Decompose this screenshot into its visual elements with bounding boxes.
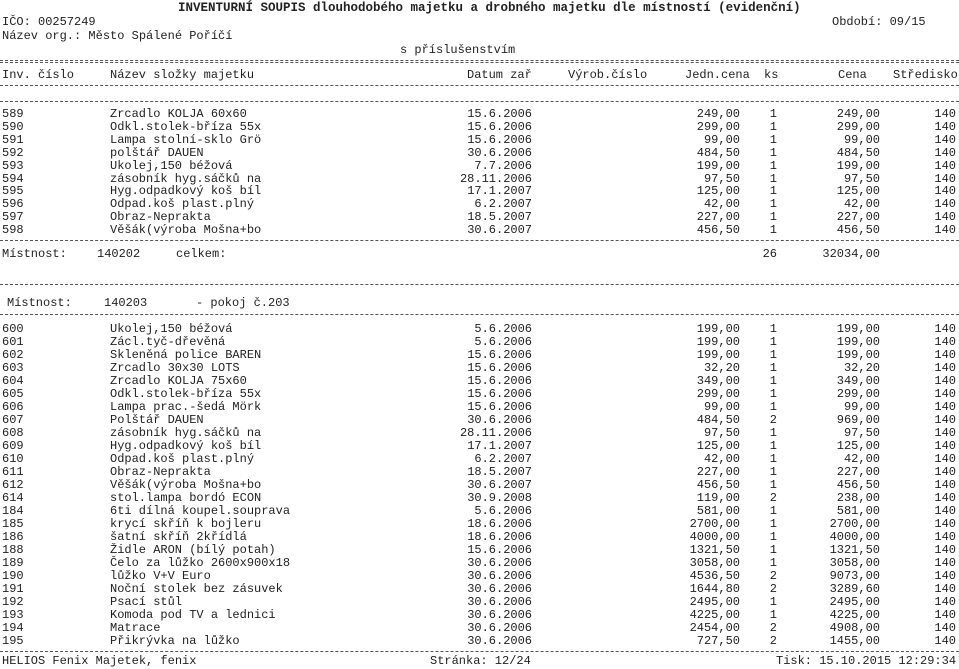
cell-qty: 1 — [769, 608, 777, 622]
cell-inv: 600 — [2, 322, 24, 336]
col-price: Cena — [838, 68, 867, 82]
cell-date: 30.6.2006 — [467, 145, 532, 160]
summary-label: Místnost: — [2, 247, 67, 261]
cell-unit-price: 32,20 — [703, 361, 740, 375]
cell-date: 15.6.2006 — [467, 107, 532, 121]
cell-qty: 1 — [769, 223, 777, 238]
cell-name: lůžko V+V Euro — [110, 569, 211, 583]
cell-inv: 609 — [2, 439, 24, 453]
cell-inv: 594 — [2, 171, 24, 186]
room-desc: - pokoj č.203 — [196, 296, 290, 310]
cell-center: 140 — [934, 387, 956, 401]
cell-name: Obraz-Neprakta — [110, 465, 211, 479]
cell-price: 125,00 — [836, 439, 880, 453]
cell-name: Odkl.stolek-bříza 55x — [110, 387, 262, 401]
cell-inv: 605 — [2, 387, 24, 401]
cell-date: 5.6.2006 — [474, 335, 532, 349]
cell-qty: 1 — [769, 556, 777, 570]
cell-name: Čelo za lůžko 2600x900x18 — [110, 556, 291, 570]
cell-qty: 2 — [769, 582, 777, 596]
cell-inv: 603 — [2, 361, 24, 375]
cell-unit-price: 199,00 — [696, 158, 740, 173]
cell-date: 30.6.2006 — [467, 556, 532, 570]
cell-center: 140 — [934, 400, 956, 414]
cell-unit-price: 227,00 — [696, 210, 740, 225]
cell-name: Noční stolek bez zásuvek — [110, 582, 283, 596]
cell-unit-price: 484,50 — [696, 145, 740, 160]
cell-qty: 1 — [769, 184, 777, 199]
cell-qty: 1 — [769, 530, 777, 544]
cell-date: 30.6.2007 — [467, 223, 532, 238]
cell-unit-price: 1644,80 — [689, 582, 740, 596]
cell-center: 140 — [934, 478, 956, 492]
cell-date: 15.6.2006 — [467, 119, 532, 134]
col-qty: ks — [764, 68, 779, 82]
cell-date: 15.6.2006 — [467, 387, 532, 401]
cell-date: 18.5.2007 — [467, 210, 532, 225]
cell-date: 30.6.2006 — [467, 634, 532, 648]
cell-qty: 2 — [769, 491, 777, 505]
col-date: Datum zař — [467, 68, 532, 82]
cell-unit-price: 42,00 — [703, 197, 740, 212]
table-row — [0, 134, 959, 147]
cell-qty: 1 — [769, 132, 777, 147]
cell-date: 18.6.2006 — [467, 517, 532, 531]
cell-inv: 185 — [2, 517, 24, 531]
cell-unit-price: 4000,00 — [689, 530, 740, 544]
cell-center: 140 — [934, 634, 956, 648]
cell-price: 125,00 — [836, 184, 880, 199]
cell-price: 299,00 — [836, 119, 880, 134]
cell-center: 140 — [934, 465, 956, 479]
cell-center: 140 — [934, 595, 956, 609]
cell-unit-price: 2454,00 — [689, 621, 740, 635]
cell-name: Komoda pod TV a lednici — [110, 608, 276, 622]
cell-price: 238,00 — [836, 491, 880, 505]
cell-unit-price: 42,00 — [703, 452, 740, 466]
cell-price: 9073,00 — [829, 569, 880, 583]
cell-name: Lampa stolní-sklo Grö — [110, 132, 262, 147]
cell-qty: 1 — [769, 119, 777, 134]
cell-inv: 612 — [2, 478, 24, 492]
cell-center: 140 — [934, 158, 956, 173]
cell-unit-price: 2495,00 — [689, 595, 740, 609]
cell-center: 140 — [934, 413, 956, 427]
cell-date: 6.2.2007 — [474, 197, 532, 212]
cell-price: 1321,50 — [829, 543, 880, 557]
cell-qty: 1 — [769, 452, 777, 466]
cell-price: 2495,00 — [829, 595, 880, 609]
divider — [0, 101, 959, 102]
cell-inv: 188 — [2, 543, 24, 557]
footer-app: HELIOS Fenix Majetek, fenix — [2, 654, 197, 668]
cell-qty: 1 — [769, 322, 777, 336]
cell-qty: 1 — [769, 348, 777, 362]
cell-date: 18.6.2006 — [467, 530, 532, 544]
summary-room: 140202 — [97, 247, 141, 261]
cell-name: Ukolej,150 béžová — [110, 322, 233, 336]
cell-name: Obraz-Neprakta — [110, 210, 211, 225]
cell-qty: 2 — [769, 413, 777, 427]
cell-center: 140 — [934, 361, 956, 375]
cell-name: Ukolej,150 béžová — [110, 158, 233, 173]
cell-unit-price: 125,00 — [696, 184, 740, 199]
cell-inv: 589 — [2, 107, 24, 121]
cell-price: 4000,00 — [829, 530, 880, 544]
cell-date: 15.6.2006 — [467, 361, 532, 375]
cell-price: 581,00 — [836, 504, 880, 518]
cell-center: 140 — [934, 517, 956, 531]
cell-inv: 191 — [2, 582, 24, 596]
summary-total: 32034,00 — [822, 247, 880, 261]
cell-name: Odpad.koš plast.plný — [110, 197, 255, 212]
cell-name: Zrcadlo 30x30 LOTS — [110, 361, 240, 375]
table-row — [0, 147, 959, 160]
cell-qty: 1 — [769, 171, 777, 186]
cell-inv: 189 — [2, 556, 24, 570]
cell-qty: 1 — [769, 478, 777, 492]
cell-qty: 1 — [769, 197, 777, 212]
cell-price: 199,00 — [836, 348, 880, 362]
cell-unit-price: 299,00 — [696, 387, 740, 401]
cell-price: 3058,00 — [829, 556, 880, 570]
cell-date: 30.6.2006 — [467, 569, 532, 583]
cell-price: 4908,00 — [829, 621, 880, 635]
cell-inv: 608 — [2, 426, 24, 440]
cell-center: 140 — [934, 491, 956, 505]
table-row — [0, 224, 959, 237]
column-header-row — [0, 69, 959, 82]
cell-price: 969,00 — [836, 413, 880, 427]
cell-unit-price: 299,00 — [696, 119, 740, 134]
cell-unit-price: 3058,00 — [689, 556, 740, 570]
table-row — [0, 635, 959, 648]
cell-center: 140 — [934, 582, 956, 596]
col-inv: Inv. číslo — [2, 68, 75, 82]
divider — [0, 62, 959, 63]
cell-inv: 593 — [2, 158, 24, 173]
cell-date: 18.5.2007 — [467, 465, 532, 479]
cell-unit-price: 4536,50 — [689, 569, 740, 583]
cell-qty: 2 — [769, 621, 777, 635]
cell-date: 15.6.2006 — [467, 543, 532, 557]
cell-unit-price: 249,00 — [696, 107, 740, 121]
cell-qty: 1 — [769, 595, 777, 609]
cell-inv: 184 — [2, 504, 24, 518]
cell-date: 6.2.2007 — [474, 452, 532, 466]
cell-qty: 1 — [769, 145, 777, 160]
divider — [0, 240, 959, 241]
cell-center: 140 — [934, 107, 956, 121]
cell-unit-price: 456,50 — [696, 478, 740, 492]
cell-unit-price: 484,50 — [696, 413, 740, 427]
cell-price: 299,00 — [836, 387, 880, 401]
cell-date: 30.6.2006 — [467, 621, 532, 635]
cell-unit-price: 97,50 — [703, 426, 740, 440]
cell-qty: 1 — [769, 107, 777, 121]
cell-unit-price: 119,00 — [696, 491, 740, 505]
cell-name: Přikrývka na lůžko — [110, 634, 240, 648]
cell-date: 17.1.2007 — [467, 184, 532, 199]
cell-inv: 190 — [2, 569, 24, 583]
cell-center: 140 — [934, 223, 956, 238]
cell-date: 17.1.2007 — [467, 439, 532, 453]
cell-name: Odpad.koš plast.plný — [110, 452, 255, 466]
cell-name: zásobník hyg.sáčků na — [110, 171, 262, 186]
cell-inv: 604 — [2, 374, 24, 388]
cell-qty: 1 — [769, 439, 777, 453]
cell-center: 140 — [934, 322, 956, 336]
cell-unit-price: 349,00 — [696, 374, 740, 388]
cell-name: Hyg.odpadkový koš bíl — [110, 439, 262, 453]
cell-inv: 592 — [2, 145, 24, 160]
cell-date: 15.6.2006 — [467, 348, 532, 362]
report-subtitle: s příslušenstvím — [400, 43, 516, 57]
col-serial: Výrob.číslo — [568, 68, 648, 82]
divider — [0, 60, 959, 61]
cell-date: 30.6.2006 — [467, 595, 532, 609]
organization-label: Název org.: Město Spálené Poříčí — [2, 29, 233, 43]
cell-price: 99,00 — [843, 132, 880, 147]
cell-qty: 1 — [769, 158, 777, 173]
cell-inv: 602 — [2, 348, 24, 362]
cell-inv: 614 — [2, 491, 24, 505]
summary-count: 26 — [762, 247, 777, 261]
cell-price: 4225,00 — [829, 608, 880, 622]
cell-inv: 597 — [2, 210, 24, 225]
cell-price: 249,00 — [836, 107, 880, 121]
cell-name: Věšák(výroba Mošna+bo — [110, 223, 262, 238]
cell-price: 42,00 — [843, 452, 880, 466]
cell-qty: 1 — [769, 543, 777, 557]
cell-name: Zrcadlo KOLJA 75x60 — [110, 374, 247, 388]
cell-price: 227,00 — [836, 465, 880, 479]
cell-center: 140 — [934, 132, 956, 147]
cell-center: 140 — [934, 608, 956, 622]
cell-date: 30.6.2006 — [467, 413, 532, 427]
room-header — [0, 297, 959, 310]
cell-name: Odkl.stolek-bříza 55x — [110, 119, 262, 134]
cell-date: 30.6.2006 — [467, 582, 532, 596]
table-row — [0, 160, 959, 173]
cell-unit-price: 2700,00 — [689, 517, 740, 531]
cell-qty: 1 — [769, 387, 777, 401]
cell-price: 199,00 — [836, 158, 880, 173]
cell-inv: 186 — [2, 530, 24, 544]
cell-center: 140 — [934, 210, 956, 225]
cell-price: 2700,00 — [829, 517, 880, 531]
cell-date: 28.11.2006 — [459, 426, 532, 440]
cell-inv: 590 — [2, 119, 24, 134]
cell-qty: 1 — [769, 210, 777, 225]
cell-inv: 596 — [2, 197, 24, 212]
cell-price: 3289,60 — [829, 582, 880, 596]
report-title: INVENTURNÍ SOUPIS dlouhodobého majetku a drobného majetku dle místností (evidenční) — [178, 1, 801, 15]
cell-date: 7.7.2006 — [474, 158, 532, 173]
cell-inv: 192 — [2, 595, 24, 609]
cell-qty: 1 — [769, 504, 777, 518]
col-name: Název složky majetku — [110, 68, 255, 82]
cell-center: 140 — [934, 348, 956, 362]
cell-center: 140 — [934, 119, 956, 134]
cell-unit-price: 581,00 — [696, 504, 740, 518]
cell-unit-price: 4225,00 — [689, 608, 740, 622]
cell-name: Psací stůl — [110, 595, 183, 609]
cell-center: 140 — [934, 530, 956, 544]
cell-qty: 2 — [769, 569, 777, 583]
cell-name: Hyg.odpadkový koš bíl — [110, 184, 262, 199]
cell-date: 30.6.2006 — [467, 608, 532, 622]
cell-price: 484,50 — [836, 145, 880, 160]
cell-center: 140 — [934, 335, 956, 349]
cell-price: 99,00 — [843, 400, 880, 414]
divider — [0, 651, 959, 652]
room-number: 140203 — [104, 296, 148, 310]
cell-name: stol.lampa bordó ECON — [110, 491, 262, 505]
cell-name: Lampa prac.-šedá Mörk — [110, 400, 262, 414]
cell-inv: 598 — [2, 223, 24, 238]
cell-price: 456,50 — [836, 223, 880, 238]
cell-qty: 1 — [769, 335, 777, 349]
cell-date: 30.9.2008 — [467, 491, 532, 505]
cell-center: 140 — [934, 171, 956, 186]
cell-unit-price: 99,00 — [703, 400, 740, 414]
cell-name: Zácl.tyč-dřevěná — [110, 335, 226, 349]
cell-name: polštář DAUEN — [110, 145, 204, 160]
footer-printed: Tisk: 15.10.2015 12:29:34 — [776, 654, 957, 668]
cell-center: 140 — [934, 569, 956, 583]
divider — [0, 85, 959, 86]
cell-price: 456,50 — [836, 478, 880, 492]
cell-price: 97,50 — [843, 426, 880, 440]
cell-unit-price: 1321,50 — [689, 543, 740, 557]
cell-name: Skleněná police BAREN — [110, 348, 262, 362]
cell-unit-price: 227,00 — [696, 465, 740, 479]
table-row — [0, 121, 959, 134]
cell-qty: 1 — [769, 517, 777, 531]
footer — [0, 655, 959, 668]
cell-name: 6ti dílná koupel.souprava — [110, 504, 291, 518]
cell-center: 140 — [934, 374, 956, 388]
cell-center: 140 — [934, 197, 956, 212]
ico-label: IČO: 00257249 — [2, 15, 96, 29]
cell-date: 15.6.2006 — [467, 132, 532, 147]
cell-name: Židle ARON (bílý potah) — [110, 543, 276, 557]
room-label: Místnost: — [7, 296, 72, 310]
cell-price: 1455,00 — [829, 634, 880, 648]
cell-unit-price: 125,00 — [696, 439, 740, 453]
cell-name: zásobník hyg.sáčků na — [110, 426, 262, 440]
cell-center: 140 — [934, 504, 956, 518]
cell-center: 140 — [934, 426, 956, 440]
cell-inv: 595 — [2, 184, 24, 199]
cell-qty: 1 — [769, 426, 777, 440]
cell-qty: 1 — [769, 361, 777, 375]
cell-price: 227,00 — [836, 210, 880, 225]
cell-date: 30.6.2007 — [467, 478, 532, 492]
cell-date: 5.6.2006 — [474, 322, 532, 336]
cell-center: 140 — [934, 543, 956, 557]
cell-name: Věšák(výroba Mošna+bo — [110, 478, 262, 492]
cell-unit-price: 97,50 — [703, 171, 740, 186]
cell-unit-price: 199,00 — [696, 348, 740, 362]
col-unit-price: Jedn.cena — [685, 68, 750, 82]
cell-inv: 610 — [2, 452, 24, 466]
cell-price: 32,20 — [843, 361, 880, 375]
cell-price: 42,00 — [843, 197, 880, 212]
cell-inv: 194 — [2, 621, 24, 635]
cell-price: 349,00 — [836, 374, 880, 388]
cell-price: 199,00 — [836, 335, 880, 349]
cell-center: 140 — [934, 439, 956, 453]
cell-qty: 1 — [769, 400, 777, 414]
cell-price: 97,50 — [843, 171, 880, 186]
cell-unit-price: 727,50 — [696, 634, 740, 648]
cell-inv: 611 — [2, 465, 24, 479]
cell-center: 140 — [934, 452, 956, 466]
cell-center: 140 — [934, 145, 956, 160]
period-label: Období: 09/15 — [832, 15, 926, 29]
cell-price: 199,00 — [836, 322, 880, 336]
cell-unit-price: 456,50 — [696, 223, 740, 238]
cell-inv: 601 — [2, 335, 24, 349]
cell-center: 140 — [934, 556, 956, 570]
summary-celkem: celkem: — [176, 247, 227, 261]
cell-unit-price: 199,00 — [696, 322, 740, 336]
cell-inv: 606 — [2, 400, 24, 414]
col-center: Středisko — [893, 68, 958, 82]
cell-qty: 2 — [769, 634, 777, 648]
cell-date: 15.6.2006 — [467, 400, 532, 414]
cell-qty: 1 — [769, 374, 777, 388]
footer-page: Stránka: 12/24 — [430, 654, 531, 668]
cell-name: Polštář DAUEN — [110, 413, 204, 427]
cell-inv: 193 — [2, 608, 24, 622]
cell-name: krycí skříň k bojleru — [110, 517, 262, 531]
cell-date: 5.6.2006 — [474, 504, 532, 518]
cell-name: Zrcadlo KOLJA 60x60 — [110, 107, 247, 121]
cell-inv: 607 — [2, 413, 24, 427]
cell-center: 140 — [934, 184, 956, 199]
cell-inv: 195 — [2, 634, 24, 648]
cell-center: 140 — [934, 621, 956, 635]
cell-name: šatní skříň 2křídlá — [110, 530, 247, 544]
divider — [0, 314, 959, 315]
room-summary — [0, 248, 959, 261]
cell-date: 15.6.2006 — [467, 374, 532, 388]
cell-inv: 591 — [2, 132, 24, 147]
cell-unit-price: 199,00 — [696, 335, 740, 349]
cell-unit-price: 99,00 — [703, 132, 740, 147]
cell-date: 28.11.2006 — [459, 171, 532, 186]
cell-name: Matrace — [110, 621, 161, 635]
cell-qty: 1 — [769, 465, 777, 479]
divider — [0, 284, 959, 285]
